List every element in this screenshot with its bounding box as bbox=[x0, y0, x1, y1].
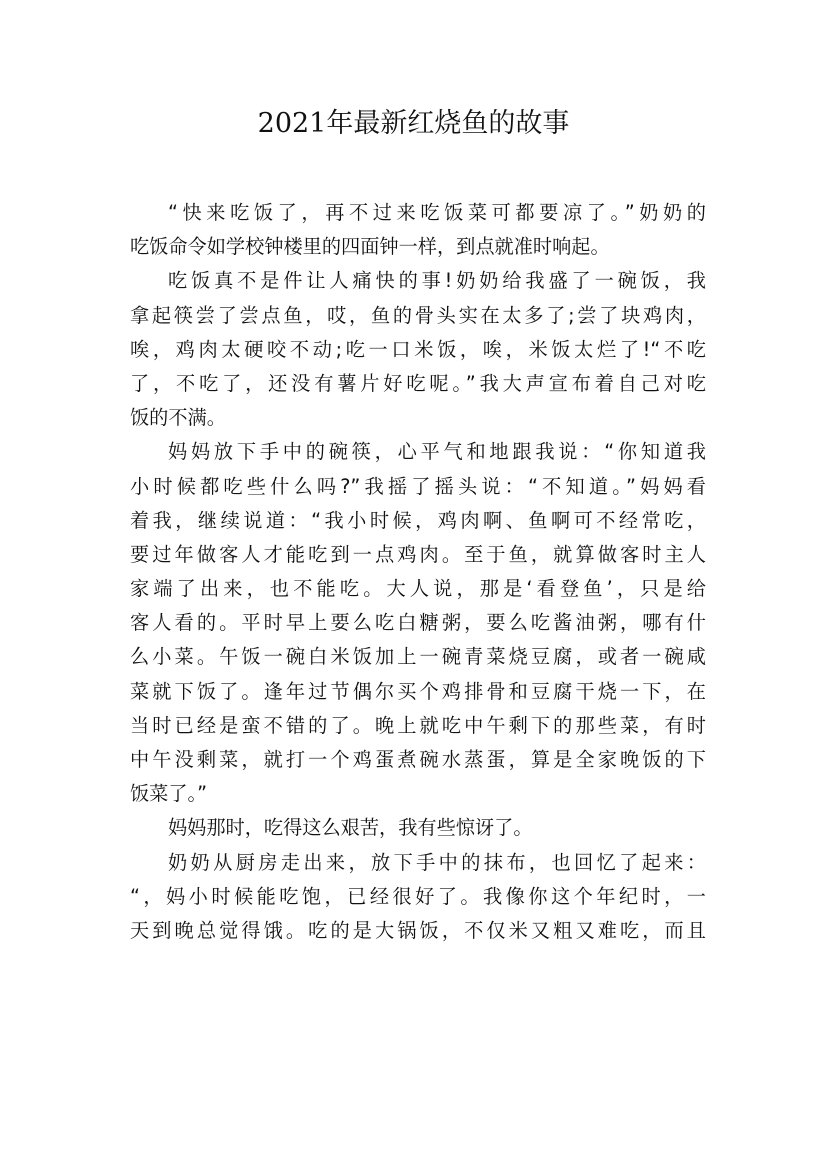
text-line: 妈妈那时，吃得这么艰苦，我有些惊讶了。 bbox=[168, 816, 533, 840]
text-line: 了，不吃了，还没有薯片好吃呢。”我大声宣布着自己对吃 bbox=[130, 371, 706, 395]
text-line: 着我，继续说道：“我小时候，鸡肉啊、鱼啊可不经常吃， bbox=[130, 508, 706, 532]
document-body bbox=[130, 196, 706, 948]
document-title: 2021年最新红烧鱼的故事 bbox=[257, 108, 570, 139]
text-line: “，妈小时候能吃饱，已经很好了。我像你这个年纪时，一 bbox=[130, 884, 706, 908]
text-line: 家端了出来，也不能吃。大人说，那是‘看登鱼’，只是给 bbox=[130, 577, 706, 601]
text-line: 饭菜了。” bbox=[130, 782, 208, 806]
text-line: 妈妈放下手中的碗筷，心平气和地跟我说：“你知道我 bbox=[168, 440, 706, 464]
text-line: 吃饭真不是件让人痛快的事!奶奶给我盛了一碗饭，我 bbox=[168, 269, 706, 293]
text-line: 客人看的。平时早上要么吃白糖粥，要么吃酱油粥，哪有什 bbox=[130, 611, 706, 635]
text-line: 菜就下饭了。逢年过节偶尔买个鸡排骨和豆腐干烧一下，在 bbox=[130, 679, 706, 703]
text-line: 奶奶从厨房走出来，放下手中的抹布，也回忆了起来： bbox=[168, 850, 706, 874]
text-line: 饭的不满。 bbox=[130, 406, 226, 430]
text-line: 天到晚总觉得饿。吃的是大锅饭，不仅米又粗又难吃，而且 bbox=[130, 918, 706, 942]
text-line: 要过年做客人才能吃到一点鸡肉。至于鱼，就算做客时主人 bbox=[130, 542, 706, 566]
text-line: “快来吃饭了，再不过来吃饭菜可都要凉了。”奶奶的 bbox=[168, 201, 706, 224]
text-line: 么小菜。午饭一碗白米饭加上一碗青菜烧豆腐，或者一碗咸 bbox=[130, 645, 706, 669]
text-line: 中午没剩菜，就打一个鸡蛋煮碗水蒸蛋，算是全家晚饭的下 bbox=[130, 748, 706, 771]
text-line: 小时候都吃些什么吗?”我摇了摇头说：“不知道。”妈妈看 bbox=[130, 474, 706, 498]
text-line: 唉，鸡肉太硬咬不动;吃一口米饭，唉，米饭太烂了!“不吃 bbox=[130, 337, 706, 361]
text-line: 当时已经是蛮不错的了。晚上就吃中午剩下的那些菜，有时 bbox=[130, 713, 706, 737]
text-line: 吃饭命令如学校钟楼里的四面钟一样，到点就准时响起。 bbox=[130, 235, 610, 259]
text-line: 拿起筷尝了尝点鱼，哎，鱼的骨头实在太多了;尝了块鸡肉， bbox=[130, 303, 706, 327]
